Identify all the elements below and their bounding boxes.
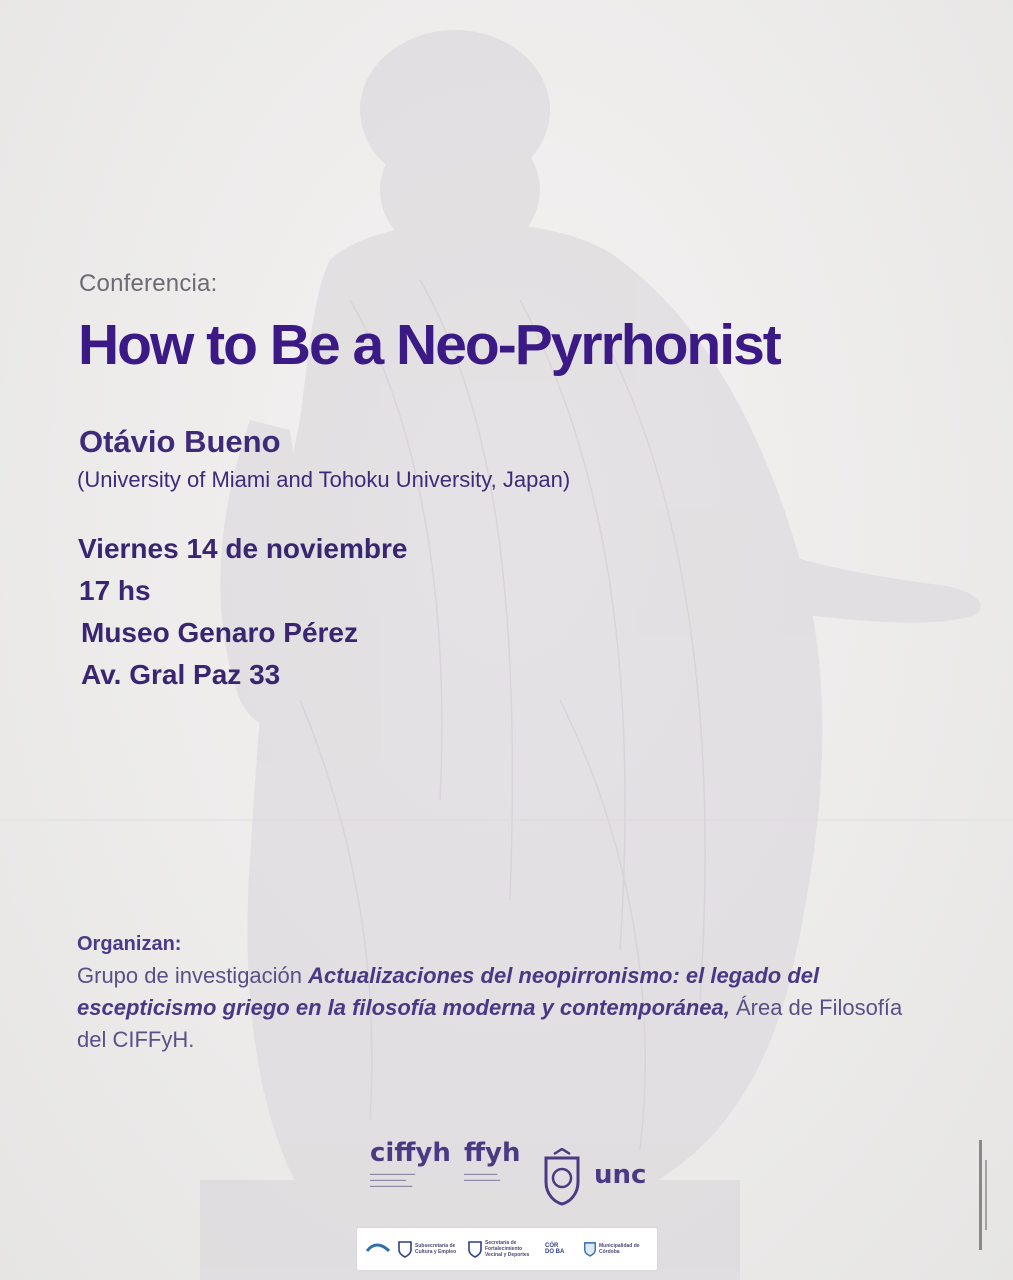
event-time: 17 hs [79, 575, 151, 606]
shield-icon [467, 1240, 483, 1258]
unc-wordmark: unc [594, 1160, 647, 1190]
sponsor-2 [397, 1236, 459, 1262]
speaker-affiliation: (University of Miami and Tohoku University, Japan) [77, 467, 571, 492]
event-date: Viernes 14 de noviembre [78, 533, 408, 564]
ffyh-logo: ffyh ━━━━━━━━━━━ ━━━━━━━━━━━━ [464, 1138, 534, 1210]
event-address: Av. Gral Paz 33 [81, 659, 281, 690]
sponsor-1 [365, 1236, 391, 1262]
speaker-name: Otávio Bueno [79, 424, 281, 459]
event-type-label: Conferencia: [79, 270, 218, 297]
research-group-name: Actualizaciones del neopirronismo: el legado del escepticismo griego en la filosofía moderna y contemporánea, [77, 963, 820, 1020]
wave-icon [365, 1241, 391, 1257]
ffyh-wordmark: ffyh [464, 1138, 521, 1168]
unc-seal-icon [540, 1148, 584, 1206]
shield-icon [397, 1240, 413, 1258]
sponsor-3-text: Secretaría de Fortalecimiento Vecinal y Deportes [485, 1240, 530, 1258]
event-venue: Museo Genaro Pérez [81, 617, 358, 648]
sponsor-4 [543, 1236, 565, 1262]
ciffyh-logo: ciffyh ━━━━━━━━━━━━━━━ ━━━━━━━━━━━━ ━━━━━━━━━━━━━━ [370, 1138, 451, 1190]
sponsor-logos-bar [357, 1228, 657, 1270]
vertical-imprint-mark [973, 1140, 993, 1250]
event-title: How to Be a Neo-Pyrrhonist [78, 313, 780, 377]
shield-icon [583, 1240, 597, 1258]
sponsor-5-text: Municipalidad de Córdoba [599, 1243, 640, 1255]
organizers-text [77, 960, 937, 1056]
sponsor-2-text: Subsecretaría de Cultura y Empleo [415, 1243, 457, 1255]
institution-logos [368, 1138, 658, 1208]
sponsor-5 [583, 1236, 643, 1262]
cordoba-badge-text: CÓR DO BA [545, 1243, 565, 1255]
organizers-suffix: Área de Filosofía del CIFFyH. [77, 995, 903, 1052]
organizers-label: Organizan: [77, 933, 182, 955]
sponsor-3 [467, 1236, 535, 1262]
organizers-prefix: Grupo de investigación [77, 963, 309, 988]
ciffyh-wordmark: ciffyh [370, 1138, 451, 1168]
